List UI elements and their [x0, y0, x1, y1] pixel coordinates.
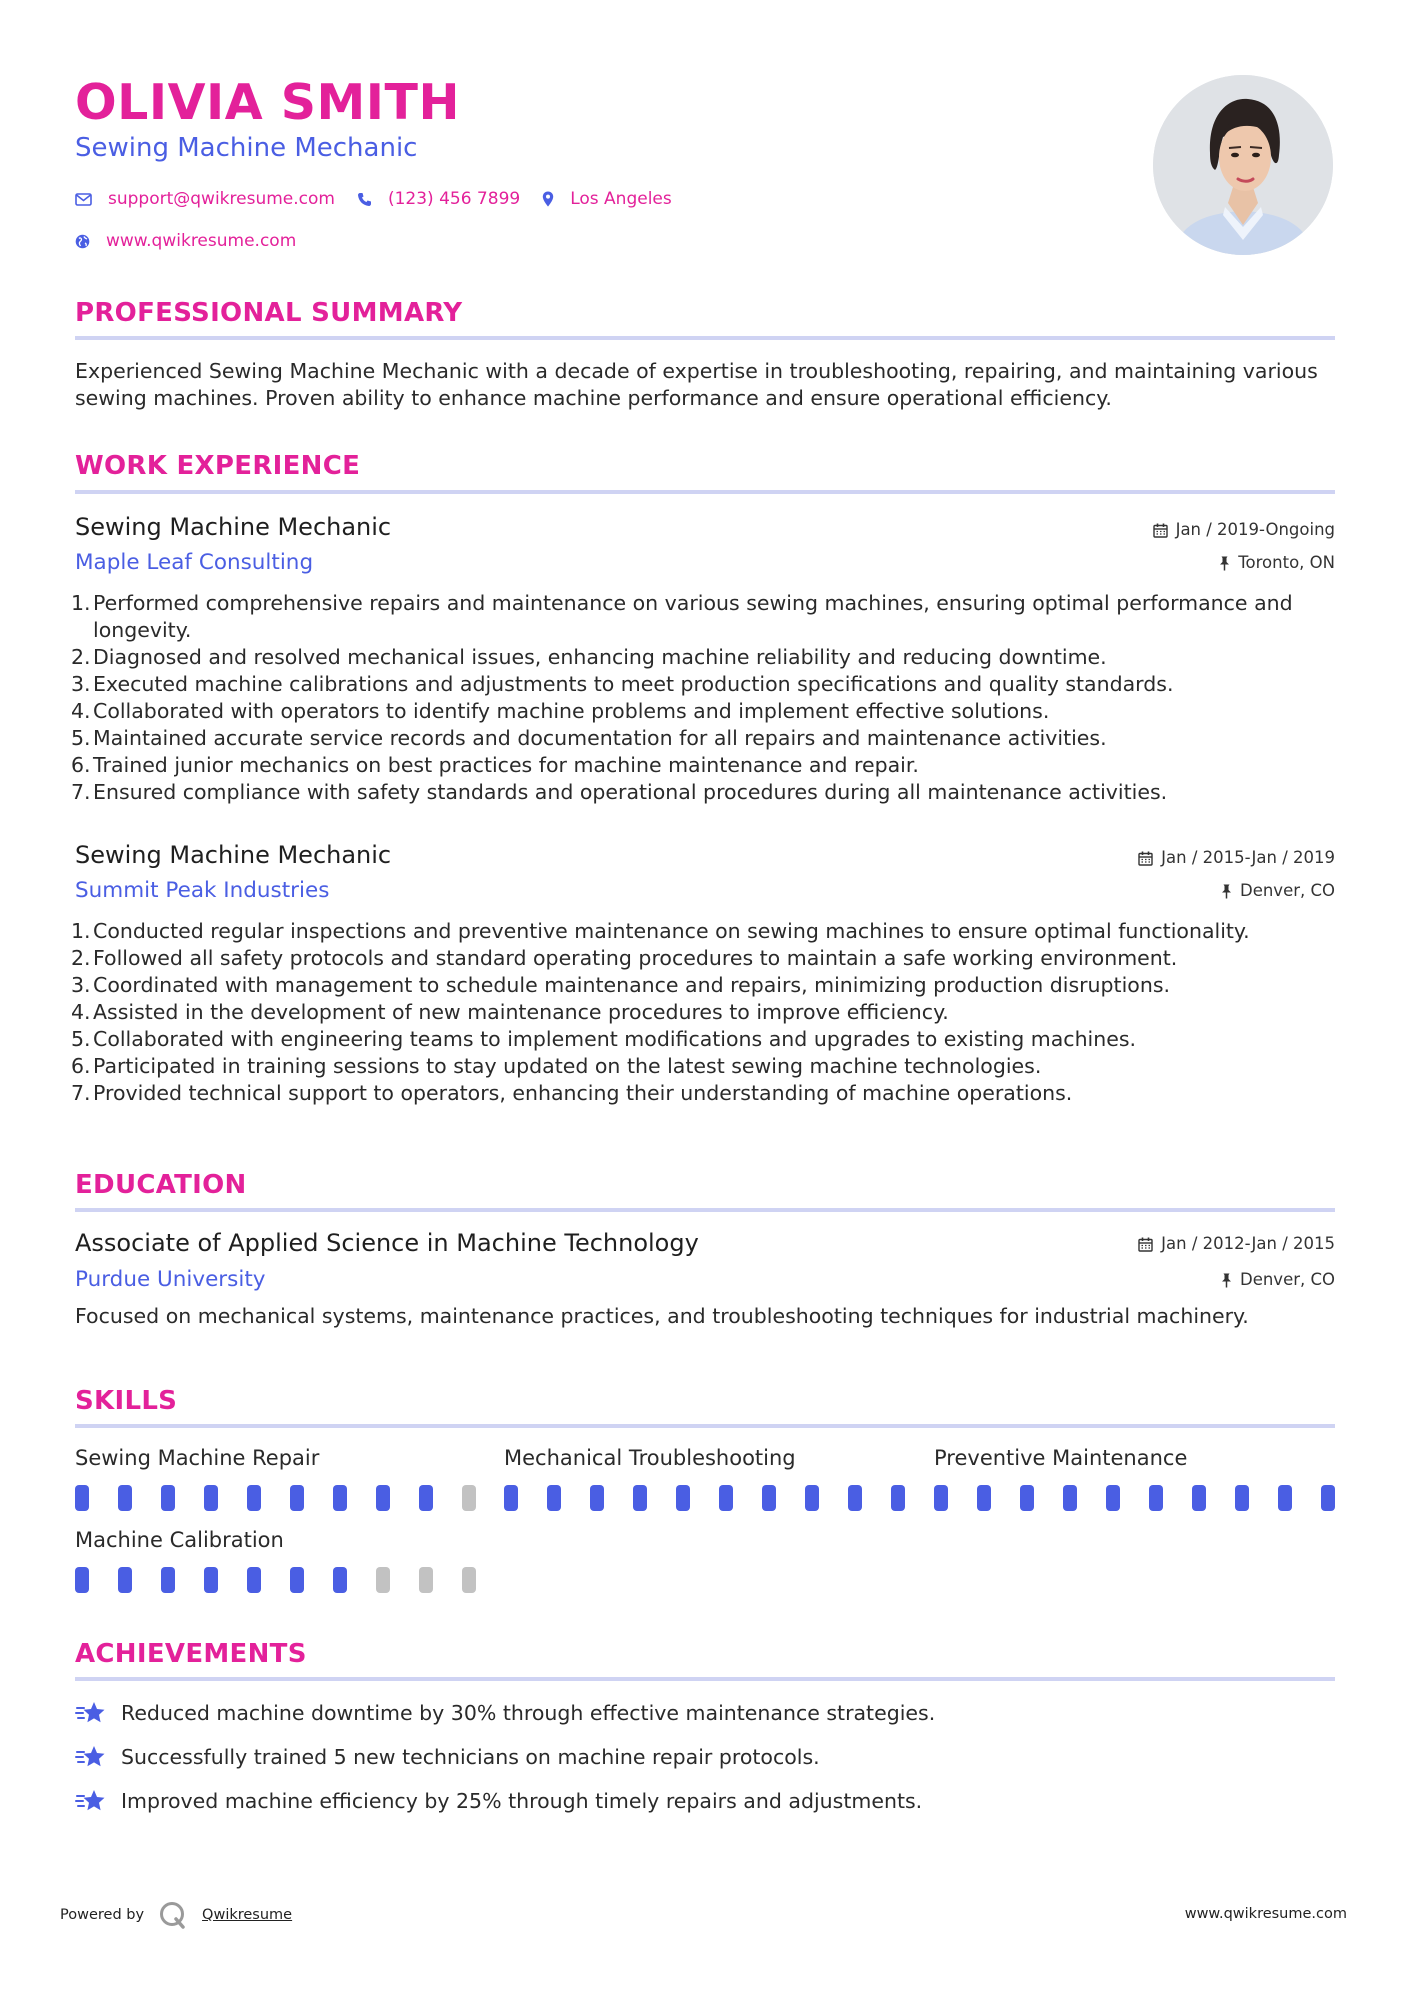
- skill-level-bar-filled: [1149, 1485, 1163, 1511]
- job-1-title: Sewing Machine Mechanic: [75, 513, 392, 541]
- experience-heading: WORK EXPERIENCE: [75, 451, 361, 481]
- skills-divider: [75, 1424, 1335, 1428]
- skill-name: Sewing Machine Repair: [75, 1446, 320, 1470]
- list-text: Ensured compliance with safety standards and operational procedures during all maintenance activities.: [93, 780, 1168, 804]
- list-text: Assisted in the development of new maintenance procedures to improve efficiency.: [93, 1000, 949, 1024]
- job-1-responsibilities: [71, 590, 1340, 806]
- candidate-title: Sewing Machine Mechanic: [75, 133, 418, 163]
- skill-level-bar-filled: [547, 1485, 561, 1511]
- list-item: [71, 752, 1340, 779]
- education-degree: Associate of Applied Science in Machine Technology: [75, 1229, 699, 1257]
- skill-level-bar-filled: [1278, 1485, 1292, 1511]
- list-number: 3.: [71, 672, 91, 696]
- candidate-name: OLIVIA SMITH: [75, 74, 460, 131]
- calendar-icon: [1153, 523, 1168, 538]
- experience-divider: [75, 490, 1335, 494]
- skill-rating: [75, 1485, 505, 1511]
- skill-level-bar-filled: [333, 1567, 347, 1593]
- skill-level-bar-filled: [161, 1567, 175, 1593]
- list-item: [71, 725, 1340, 752]
- skill-level-bar-filled: [376, 1485, 390, 1511]
- contact-email[interactable]: [75, 189, 335, 209]
- skill-level-bar-filled: [161, 1485, 175, 1511]
- skill-level-bar-filled: [333, 1485, 347, 1511]
- job-2-dates: [1138, 850, 1335, 867]
- skill-rating: [504, 1485, 934, 1511]
- pin-icon: [1219, 556, 1230, 571]
- job-1-location-text: Toronto, ON: [1238, 553, 1335, 572]
- skill-name: Mechanical Troubleshooting: [504, 1446, 796, 1470]
- list-text: Diagnosed and resolved mechanical issues, enhancing machine reliability and reducing downtime.: [93, 645, 1107, 669]
- list-number: 1.: [71, 919, 91, 943]
- achievements-divider: [75, 1677, 1335, 1681]
- education-location-text: Denver, CO: [1239, 1270, 1335, 1289]
- achievements-heading: ACHIEVEMENTS: [75, 1639, 307, 1669]
- skill-level-bar-filled: [75, 1485, 89, 1511]
- list-number: 3.: [71, 973, 91, 997]
- list-number: 6.: [71, 753, 91, 777]
- skill-level-bar-filled: [118, 1485, 132, 1511]
- skill-level-bar-filled: [204, 1485, 218, 1511]
- contact-row-1: [75, 189, 694, 209]
- list-number: 5.: [71, 726, 91, 750]
- list-text: Participated in training sessions to stay updated on the latest sewing machine technologies.: [93, 1054, 1042, 1078]
- skill-level-bar-empty: [462, 1567, 476, 1593]
- skill-level-bar-filled: [290, 1567, 304, 1593]
- list-text: Collaborated with engineering teams to implement modifications and upgrades to existing machines.: [93, 1027, 1137, 1051]
- list-text: Followed all safety protocols and standard operating procedures to maintain a safe working environment.: [93, 946, 1178, 970]
- list-item: [71, 779, 1340, 806]
- summary-heading: PROFESSIONAL SUMMARY: [75, 298, 463, 328]
- education-dates: [1138, 1236, 1335, 1253]
- skill-level-bar-filled: [118, 1567, 132, 1593]
- achievement-item: [75, 1699, 935, 1727]
- list-item: [71, 945, 1340, 972]
- calendar-icon: [1138, 1237, 1153, 1252]
- skill-level-bar-filled: [676, 1485, 690, 1511]
- phone-icon: [357, 192, 372, 207]
- pin-icon: [1221, 884, 1232, 899]
- envelope-icon: [75, 193, 92, 206]
- job-1-location: [1219, 555, 1335, 572]
- list-number: 4.: [71, 1000, 91, 1024]
- list-number: 5.: [71, 1027, 91, 1051]
- website-text[interactable]: www.qwikresume.com: [106, 231, 297, 251]
- skill-level-bar-empty: [376, 1567, 390, 1593]
- education-dates-text: Jan / 2012-Jan / 2015: [1161, 1234, 1335, 1253]
- education-location: [1221, 1272, 1335, 1289]
- contact-phone[interactable]: [357, 189, 520, 209]
- job-1-company: Maple Leaf Consulting: [75, 550, 314, 575]
- achievement-text: Improved machine efficiency by 25% through timely repairs and adjustments.: [121, 1789, 923, 1813]
- skill-machine-calibration: [75, 1530, 505, 1593]
- pin-icon: [1221, 1273, 1232, 1288]
- list-text: Collaborated with operators to identify machine problems and implement effective solutions.: [93, 699, 1050, 723]
- skill-level-bar-filled: [419, 1485, 433, 1511]
- list-number: 6.: [71, 1054, 91, 1078]
- list-item: [71, 698, 1340, 725]
- achievement-item: [75, 1787, 922, 1815]
- job-2-dates-text: Jan / 2015-Jan / 2019: [1161, 848, 1335, 867]
- skill-preventive-maintenance: [934, 1448, 1364, 1511]
- list-item: [71, 1080, 1340, 1107]
- contact-website[interactable]: [75, 231, 296, 251]
- list-number: 4.: [71, 699, 91, 723]
- achievement-text: Reduced machine downtime by 30% through effective maintenance strategies.: [121, 1701, 936, 1725]
- contact-location: [542, 189, 672, 209]
- skill-level-bar-filled: [290, 1485, 304, 1511]
- skill-level-bar-filled: [247, 1567, 261, 1593]
- skill-level-bar-filled: [848, 1485, 862, 1511]
- skill-sewing-machine-repair: [75, 1448, 505, 1511]
- skill-level-bar-filled: [762, 1485, 776, 1511]
- education-description: Focused on mechanical systems, maintenance practices, and troubleshooting techniques for industrial machinery.: [75, 1304, 1249, 1328]
- job-1-dates: [1153, 522, 1335, 539]
- job-2-title: Sewing Machine Mechanic: [75, 841, 392, 869]
- skill-level-bar-filled: [1235, 1485, 1249, 1511]
- location-text: Los Angeles: [570, 189, 672, 209]
- skill-rating: [934, 1485, 1364, 1511]
- skill-level-bar-filled: [719, 1485, 733, 1511]
- map-marker-icon: [542, 191, 554, 207]
- skill-level-bar-filled: [1020, 1485, 1034, 1511]
- list-item: [71, 918, 1340, 945]
- list-text: Trained junior mechanics on best practices for machine maintenance and repair.: [93, 753, 919, 777]
- job-1-dates-text: Jan / 2019-Ongoing: [1175, 520, 1335, 539]
- education-heading: EDUCATION: [75, 1170, 247, 1200]
- skill-mechanical-troubleshooting: [504, 1448, 934, 1511]
- skill-name: Preventive Maintenance: [934, 1446, 1188, 1470]
- footer-url[interactable]: www.qwikresume.com: [1184, 1906, 1347, 1922]
- footer-powered-by: [60, 1900, 292, 1930]
- education-school: Purdue University: [75, 1267, 266, 1292]
- summary-divider: [75, 336, 1335, 340]
- list-item: [71, 1053, 1340, 1080]
- list-number: 1.: [71, 591, 91, 615]
- list-number: 2.: [71, 946, 91, 970]
- skill-level-bar-filled: [204, 1567, 218, 1593]
- list-item: [71, 1026, 1340, 1053]
- skill-level-bar-filled: [1192, 1485, 1206, 1511]
- email-text[interactable]: support@qwikresume.com: [108, 189, 335, 209]
- list-number: 7.: [71, 1081, 91, 1105]
- achievement-text: Successfully trained 5 new technicians on machine repair protocols.: [121, 1745, 820, 1769]
- list-text: Coordinated with management to schedule maintenance and repairs, minimizing production disruptions.: [93, 973, 1171, 997]
- skill-level-bar-filled: [75, 1567, 89, 1593]
- list-item: [71, 999, 1340, 1026]
- achievement-item: [75, 1743, 820, 1771]
- list-text: Conducted regular inspections and preventive maintenance on sewing machines to ensure optimal functionality.: [93, 919, 1250, 943]
- phone-text: (123) 456 7899: [387, 189, 521, 209]
- skill-level-bar-filled: [504, 1485, 518, 1511]
- star-icon: [75, 1699, 107, 1727]
- skill-level-bar-filled: [934, 1485, 948, 1511]
- contact-row-2: [75, 231, 318, 251]
- skill-level-bar-empty: [419, 1567, 433, 1593]
- list-item: [71, 972, 1340, 999]
- list-item: [71, 590, 1340, 644]
- job-2-responsibilities: [71, 918, 1340, 1107]
- skill-level-bar-empty: [462, 1485, 476, 1511]
- list-number: 2.: [71, 645, 91, 669]
- calendar-icon: [1138, 851, 1153, 866]
- list-item: [71, 644, 1340, 671]
- job-2-company: Summit Peak Industries: [75, 878, 330, 903]
- skill-level-bar-filled: [805, 1485, 819, 1511]
- list-text: Maintained accurate service records and documentation for all repairs and maintenance activities.: [93, 726, 1107, 750]
- skill-level-bar-filled: [247, 1485, 261, 1511]
- summary-text: Experienced Sewing Machine Mechanic with a decade of expertise in troubleshooting, repairing, and maintaining various sewing machines. Proven ability to enhance machine performance and ensure operational efficiency.: [75, 359, 1318, 410]
- profile-photo: [1153, 75, 1333, 255]
- skill-rating: [75, 1567, 505, 1593]
- education-divider: [75, 1208, 1335, 1212]
- qwikresume-logo-icon: [158, 1900, 188, 1930]
- skill-level-bar-filled: [891, 1485, 905, 1511]
- powered-by-label: Powered by: [60, 1907, 145, 1923]
- skill-level-bar-filled: [1106, 1485, 1120, 1511]
- qwikresume-link[interactable]: Qwikresume: [202, 1907, 293, 1923]
- list-number: 7.: [71, 780, 91, 804]
- star-icon: [75, 1743, 107, 1771]
- skill-level-bar-filled: [633, 1485, 647, 1511]
- skills-heading: SKILLS: [75, 1386, 178, 1416]
- avatar: [1153, 75, 1333, 255]
- star-icon: [75, 1787, 107, 1815]
- job-2-location-text: Denver, CO: [1239, 881, 1335, 900]
- list-text: Provided technical support to operators, enhancing their understanding of machine operations.: [93, 1081, 1073, 1105]
- skill-level-bar-filled: [1063, 1485, 1077, 1511]
- job-2-location: [1221, 883, 1335, 900]
- skill-level-bar-filled: [590, 1485, 604, 1511]
- skill-level-bar-filled: [977, 1485, 991, 1511]
- skill-level-bar-filled: [1321, 1485, 1335, 1511]
- skill-name: Machine Calibration: [75, 1528, 284, 1552]
- list-item: [71, 671, 1340, 698]
- list-text: Executed machine calibrations and adjustments to meet production specifications and quality standards.: [93, 672, 1174, 696]
- list-text: Performed comprehensive repairs and maintenance on various sewing machines, ensuring optimal performance and longevity.: [93, 591, 1293, 642]
- globe-icon: [75, 234, 90, 249]
